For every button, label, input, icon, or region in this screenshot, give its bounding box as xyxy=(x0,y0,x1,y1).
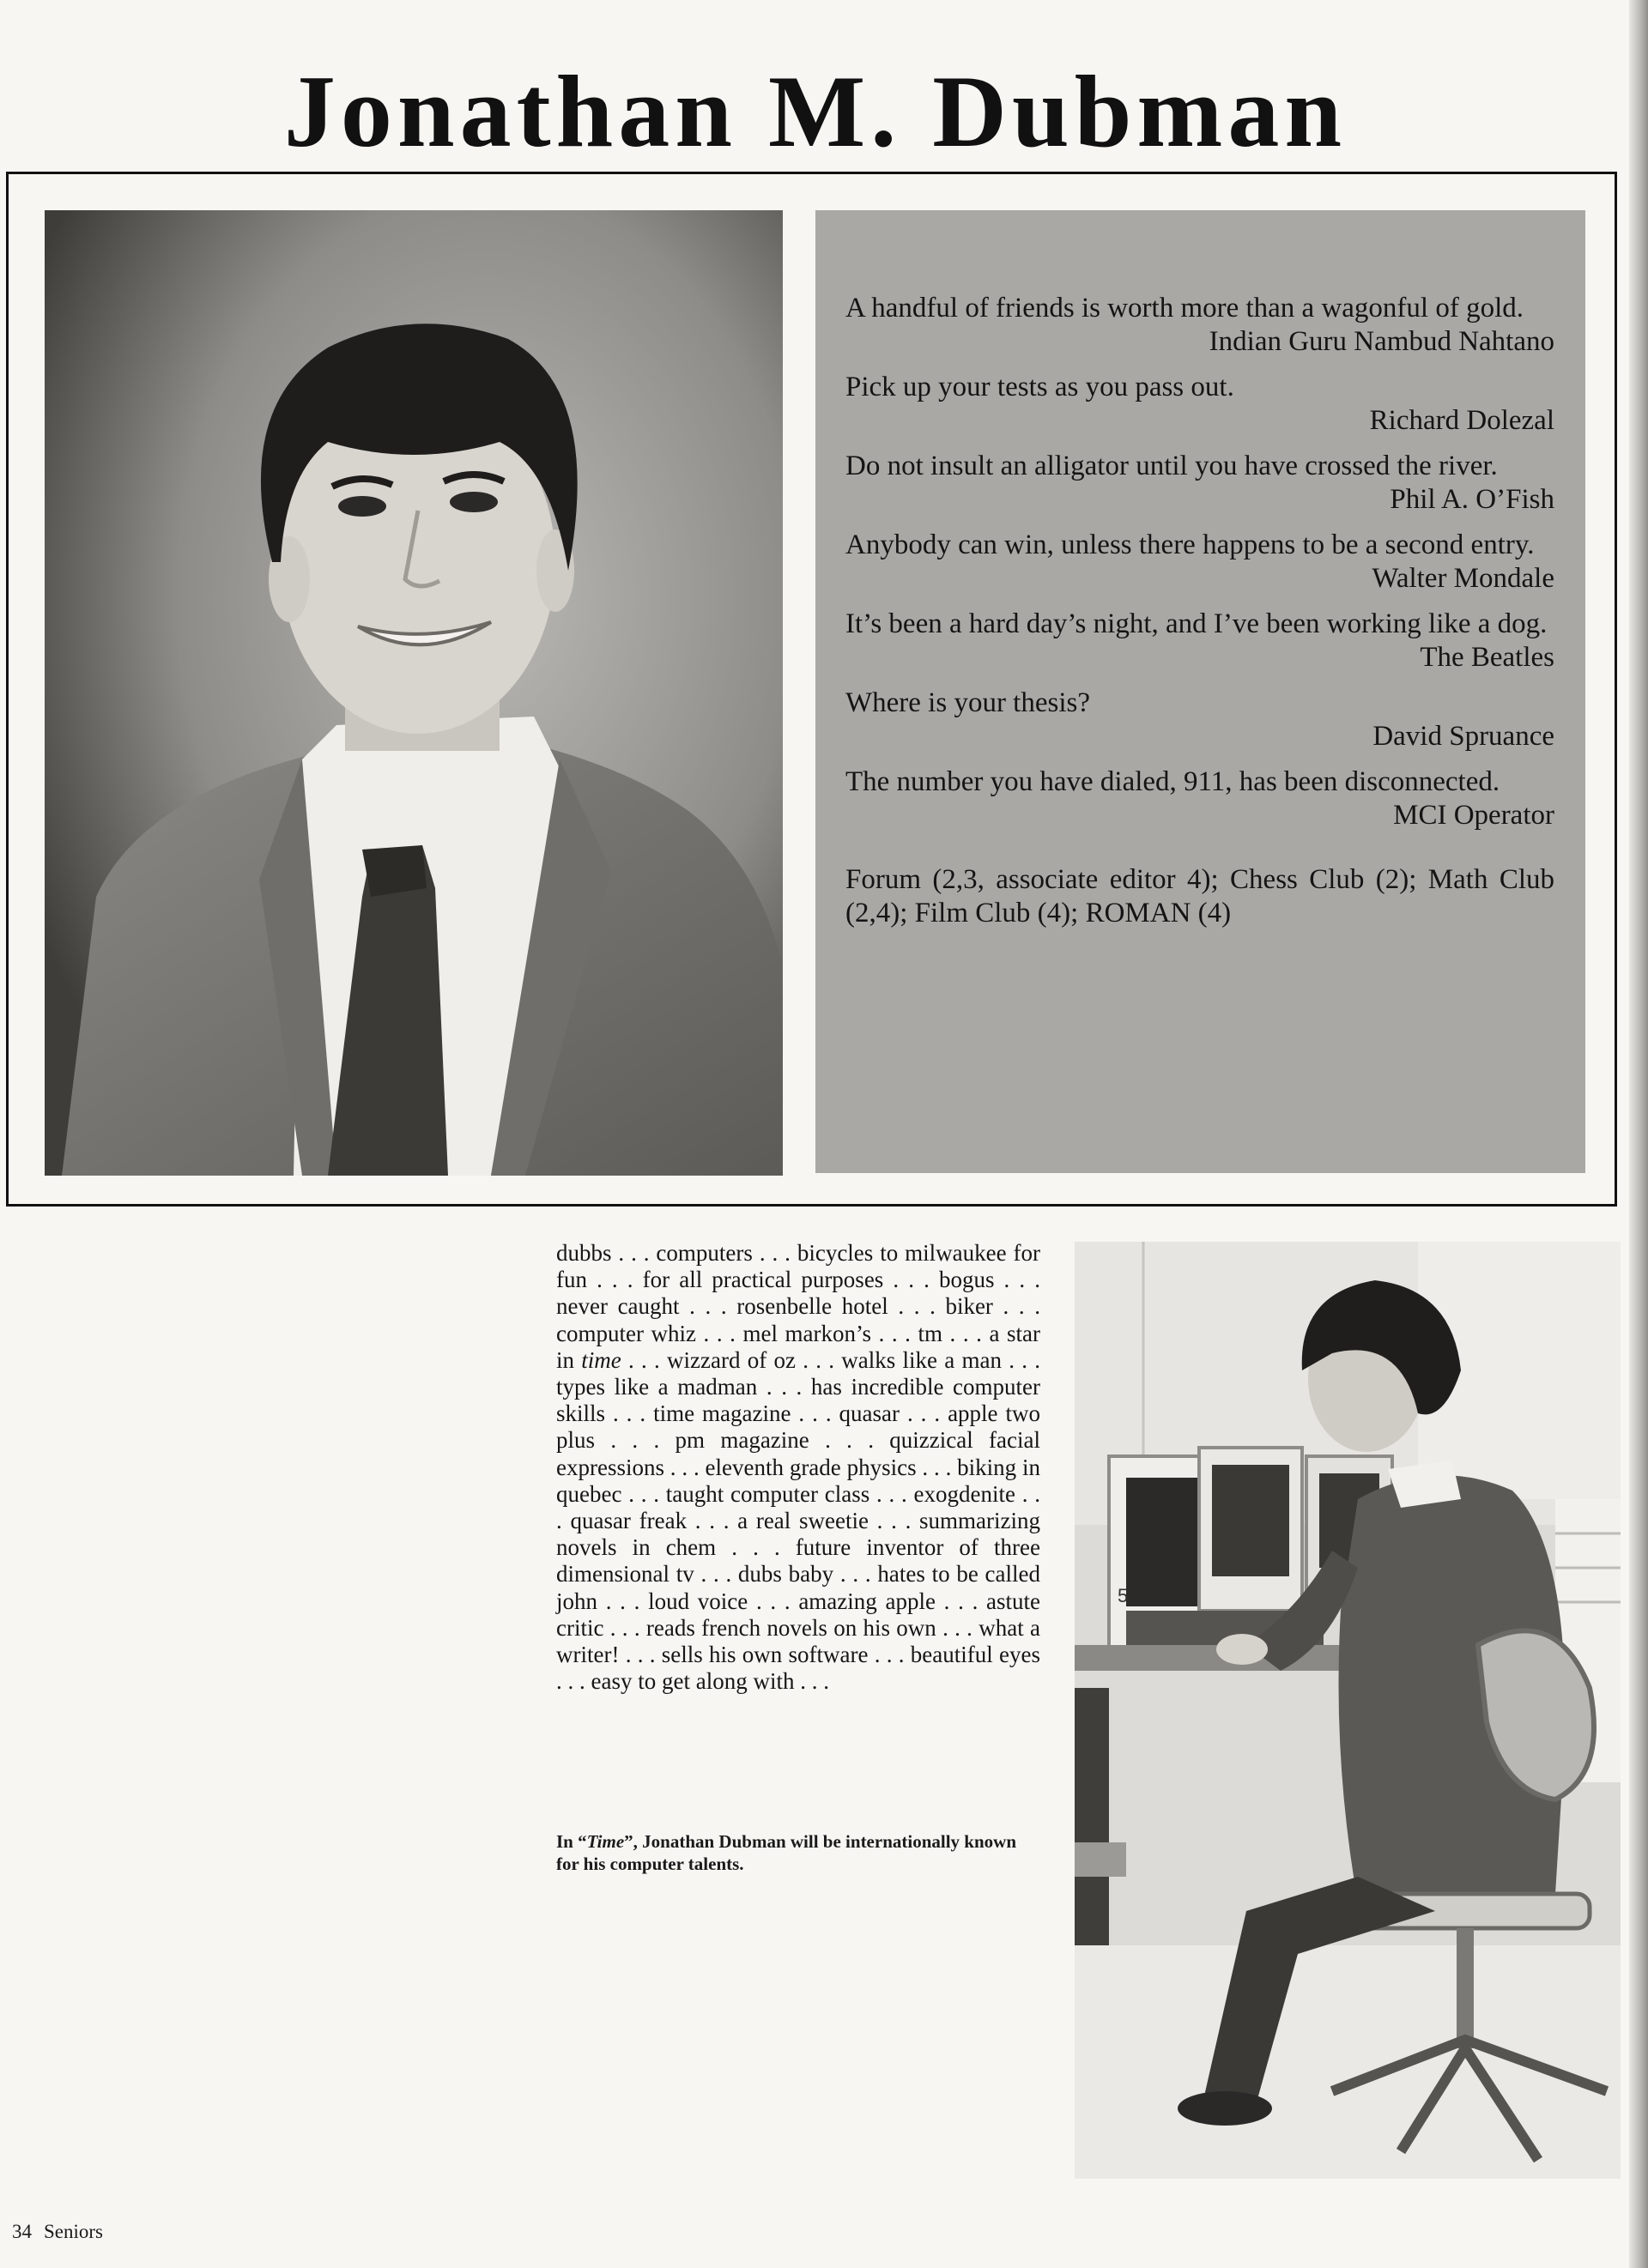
bio-time-word: time xyxy=(581,1346,621,1373)
bio-text-part-2: . . . wizzard of oz . . . walks like a man . . . types like a madman . . . has incredible computer skills . . . time magazine . . . quasar . . . apple two plus . . . pm magazine . . . quizzical facial expressions . . . eleventh grade physics . . . biking in quebec . . . taught computer class . . . exogdenite . . . quasar freak . . . a real sweetie . . . summarizing novels in chem . . . future inventor of three dimensional tv . . . dubs baby . . . hates to be called john . . . loud voice . . . amazing apple . . . astute critic . . . reads french novels on his own . . . what a writer! . . . sells his own software . . . beautiful eyes . . . easy to get along with . . . xyxy=(556,1346,1040,1695)
caption-italic: Time xyxy=(586,1831,625,1852)
quote-author: Walter Mondale xyxy=(1372,563,1554,594)
bio-text-part-1: dubbs . . . computers . . . bicycles to milwaukee for fun . . . for all practical purposes . . . bogus . . . never caught . . . rosenbelle hotel . . . biker . . . computer whiz . . . mel markon’s . . . tm . . . a star in xyxy=(556,1240,1040,1373)
page-title: Jonathan M. Dubman xyxy=(283,54,1348,168)
caption-prefix: In “ xyxy=(556,1831,587,1852)
quote-author: Richard Dolezal xyxy=(1369,405,1554,436)
quote-item xyxy=(845,529,1554,596)
quote-author: MCI Operator xyxy=(1393,800,1554,831)
photo-caption xyxy=(556,1830,1040,1875)
bio-text xyxy=(556,1240,1040,1695)
quote-item xyxy=(845,292,1554,359)
quote-author: Indian Guru Nambud Nahtano xyxy=(1209,326,1554,357)
quote-item xyxy=(845,450,1554,517)
terminal-number-label: 5 xyxy=(1118,1585,1129,1606)
caption-suffix: ”, Jonathan Dubman will be internationally known for his computer talents. xyxy=(556,1831,1017,1874)
page-number: 34 xyxy=(12,2221,32,2242)
quote-text: Anybody can win, unless there happens to be a second entry. xyxy=(845,529,1535,560)
quote-text: Pick up your tests as you pass out. xyxy=(845,372,1234,402)
quote-text: Do not insult an alligator until you have crossed the river. xyxy=(845,451,1498,481)
quote-item xyxy=(845,371,1554,438)
quote-text: The number you have dialed, 911, has been disconnected. xyxy=(845,766,1500,797)
quote-item xyxy=(845,686,1554,753)
quote-author: David Spruance xyxy=(1372,721,1554,752)
quote-text: A handful of friends is worth more than a wagonful of gold. xyxy=(845,293,1524,324)
page-footer xyxy=(12,2221,115,2243)
quote-item xyxy=(845,608,1554,674)
quote-author: Phil A. O’Fish xyxy=(1390,484,1554,515)
quote-text: Where is your thesis? xyxy=(845,687,1090,718)
quote-text: It’s been a hard day’s night, and I’ve been working like a dog. xyxy=(845,608,1548,639)
page-edge-shadow xyxy=(1629,0,1648,2268)
quote-item xyxy=(845,765,1554,832)
quotes-panel xyxy=(815,210,1585,1173)
computer-candid-photo xyxy=(1075,1242,1621,2179)
quote-author: The Beatles xyxy=(1420,642,1554,673)
senior-portrait-photo xyxy=(45,210,783,1176)
section-label: Seniors xyxy=(44,2221,103,2242)
activities-list: Forum (2,3, associate editor 4); Chess Club (2); Math Club (2,4); Film Club (4); ROMAN (4) xyxy=(845,864,1554,928)
